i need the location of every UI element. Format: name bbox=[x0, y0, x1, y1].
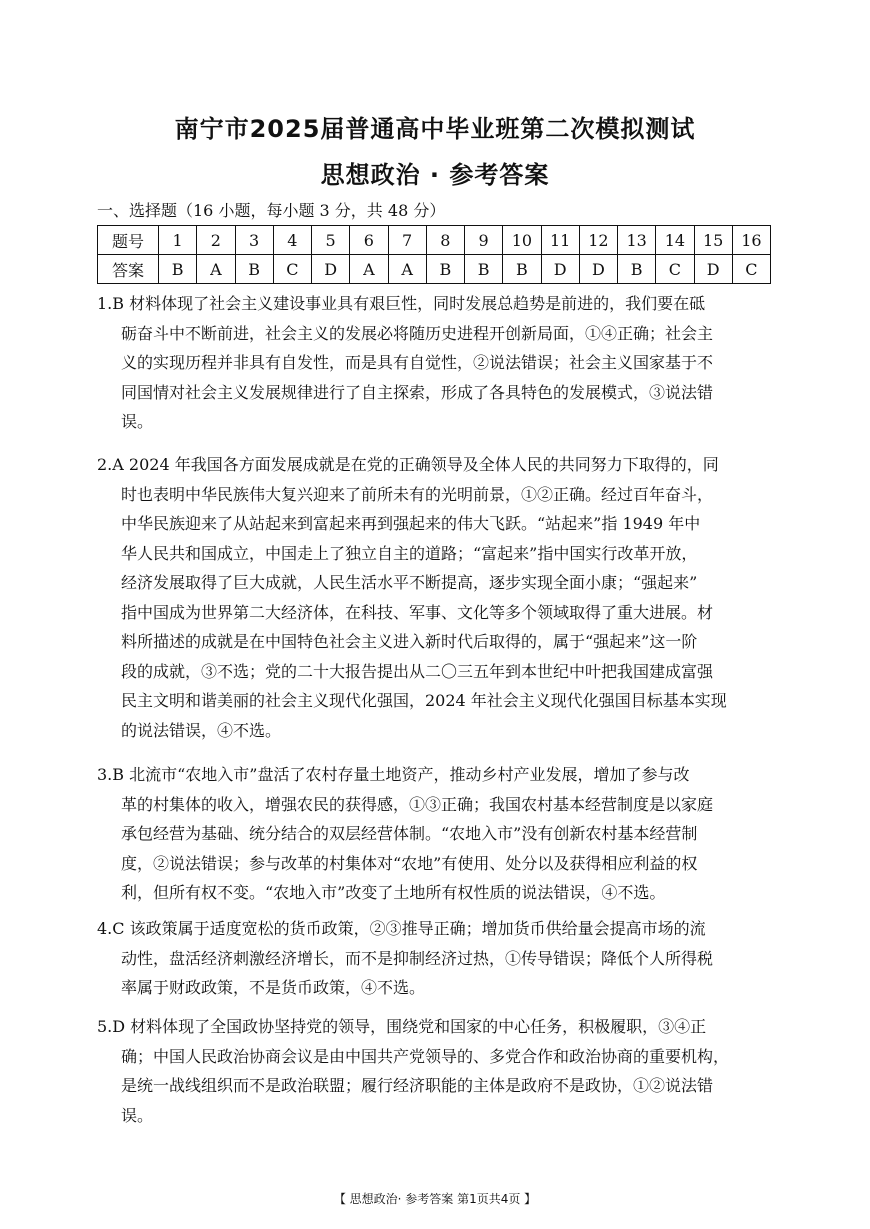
answer-cell: A bbox=[197, 255, 235, 284]
answer-cell: C bbox=[656, 255, 694, 284]
answer-cell: D bbox=[312, 255, 350, 284]
question-number-cell: 1 bbox=[159, 226, 197, 255]
answer-cell: B bbox=[235, 255, 273, 284]
question-number-cell: 2 bbox=[197, 226, 235, 255]
explanation-item bbox=[97, 289, 783, 437]
explanation-line: 承包经营为基础、统分结合的双层经营体制。“农地入市”没有创新农村基本经营制 bbox=[121, 824, 698, 843]
question-number-cell: 13 bbox=[618, 226, 656, 255]
explanation-item bbox=[97, 760, 783, 908]
explanation-line: 段的成就，③不选；党的二十大报告提出从二〇三五年到本世纪中叶把我国建成富强 bbox=[121, 661, 714, 681]
explanation-line: 经济发展取得了巨大成就，人民生活水平不断提高，逐步实现全面小康；“强起来” bbox=[121, 573, 698, 592]
answer-cell: B bbox=[426, 255, 464, 284]
explanation-line: 4.C 该政策属于适度宽松的货币政策，②③推导正确；增加货币供给量会提高市场的流 bbox=[97, 919, 706, 938]
answer-cell: B bbox=[465, 255, 503, 284]
question-number-cell: 7 bbox=[388, 226, 426, 255]
explanation-line: 5.D 材料体现了全国政协坚持党的领导，围绕党和国家的中心任务，积极履职，③④正 bbox=[97, 1017, 707, 1036]
explanation-line: 利，但所有权不变。“农地入市”改变了土地所有权性质的说法错误，④不选。 bbox=[121, 883, 666, 902]
question-number-cell: 11 bbox=[541, 226, 579, 255]
explanation-line: 度，②说法错误；参与改革的村集体对“农地”有使用、处分以及获得相应利益的权 bbox=[121, 853, 698, 873]
answer-cell: D bbox=[579, 255, 617, 284]
question-number-cell: 16 bbox=[732, 226, 770, 255]
explanation-line: 3.B 北流市“农地入市”盘活了农村存量土地资产，推动乡村产业发展，增加了参与改 bbox=[97, 765, 690, 784]
document-title: 南宁市2025届普通高中毕业班第二次模拟测试 bbox=[174, 115, 696, 143]
answer-cell: B bbox=[618, 255, 656, 284]
section-heading: 一、选择题（16 小题，每小题 3 分，共 48 分） bbox=[97, 201, 446, 220]
explanation-line: 革的村集体的收入，增强农民的获得感，①③正确；我国农村基本经营制度是以家庭 bbox=[121, 794, 714, 814]
question-number-cell: 12 bbox=[579, 226, 617, 255]
question-number-cell: 14 bbox=[656, 226, 694, 255]
document-subtitle: 思想政治 · 参考答案 bbox=[320, 161, 550, 189]
explanation-line: 是统一战线组织而不是政治联盟；履行经济职能的主体是政府不是政协，①②说法错 bbox=[121, 1076, 714, 1095]
question-number-cell: 9 bbox=[465, 226, 503, 255]
explanation-line: 义的实现历程并非具有自发性，而是具有自觉性，②说法错误；社会主义国家基于不 bbox=[121, 353, 714, 372]
number-row-header: 题号 bbox=[98, 226, 159, 255]
question-number-cell: 4 bbox=[273, 226, 311, 255]
question-number-cell: 3 bbox=[235, 226, 273, 255]
explanation-line: 误。 bbox=[121, 1105, 154, 1125]
explanation-line: 率属于财政政策，不是货币政策，④不选。 bbox=[121, 978, 426, 997]
explanation-line: 华人民共和国成立，中国走上了独立自主的道路；“富起来”指中国实行改革开放， bbox=[121, 543, 698, 563]
answer-row-header: 答案 bbox=[98, 255, 159, 284]
explanation-line: 时也表明中华民族伟大复兴迎来了前所未有的光明前景，①②正确。经过百年奋斗， bbox=[121, 484, 714, 504]
explanation-item bbox=[97, 914, 783, 1003]
explanation-line: 2.A 2024 年我国各方面发展成就是在党的正确领导及全体人民的共同努力下取得的，同 bbox=[97, 455, 719, 474]
explanation-item bbox=[97, 450, 783, 745]
explanation-item bbox=[97, 1012, 783, 1130]
explanation-line: 指中国成为世界第二大经济体，在科技、军事、文化等多个领域取得了重大进展。材 bbox=[121, 602, 714, 622]
explanation-line: 中华民族迎来了从站起来到富起来再到强起来的伟大飞跃。“站起来”指 1949 年中 bbox=[121, 514, 701, 533]
answer-cell: D bbox=[694, 255, 732, 284]
explanation-line: 的说法错误，④不选。 bbox=[121, 720, 282, 740]
explanation-line: 确；中国人民政治协商会议是由中国共产党领导的、多党合作和政治协商的重要机构， bbox=[121, 1046, 730, 1066]
answer-table-number-row bbox=[98, 226, 771, 255]
explanation-line: 1.B 材料体现了社会主义建设事业具有艰巨性，同时发展总趋势是前进的，我们要在砥 bbox=[97, 294, 706, 313]
answer-cell: A bbox=[350, 255, 388, 284]
explanation-line: 误。 bbox=[121, 412, 154, 431]
question-number-cell: 5 bbox=[312, 226, 350, 255]
explanation-line: 动性，盘活经济刺激经济增长，而不是抑制经济过热，①传导错误；降低个人所得税 bbox=[121, 948, 714, 968]
answer-cell: B bbox=[503, 255, 541, 284]
question-number-cell: 8 bbox=[426, 226, 464, 255]
explanation-line: 砺奋斗中不断前进，社会主义的发展必将随历史进程开创新局面，①④正确；社会主 bbox=[121, 323, 714, 343]
question-number-cell: 6 bbox=[350, 226, 388, 255]
page-footer: 【 思想政治· 参考答案 第1页共4页 】 bbox=[333, 1192, 537, 1206]
answer-table-answer-row bbox=[98, 255, 771, 284]
question-number-cell: 15 bbox=[694, 226, 732, 255]
answer-cell: B bbox=[159, 255, 197, 284]
answer-cell: C bbox=[273, 255, 311, 284]
question-number-cell: 10 bbox=[503, 226, 541, 255]
explanation-line: 料所描述的成就是在中国特色社会主义进入新时代后取得的，属于“强起来”这一阶 bbox=[121, 632, 698, 651]
answer-cell: D bbox=[541, 255, 579, 284]
explanation-line: 同国情对社会主义发展规律进行了自主探索，形成了各具特色的发展模式，③说法错 bbox=[121, 382, 714, 402]
answer-table bbox=[97, 225, 771, 284]
explanation-line: 民主文明和谐美丽的社会主义现代化强国，2024 年社会主义现代化强国目标基本实现 bbox=[121, 691, 727, 710]
answer-cell: A bbox=[388, 255, 426, 284]
answer-cell: C bbox=[732, 255, 770, 284]
